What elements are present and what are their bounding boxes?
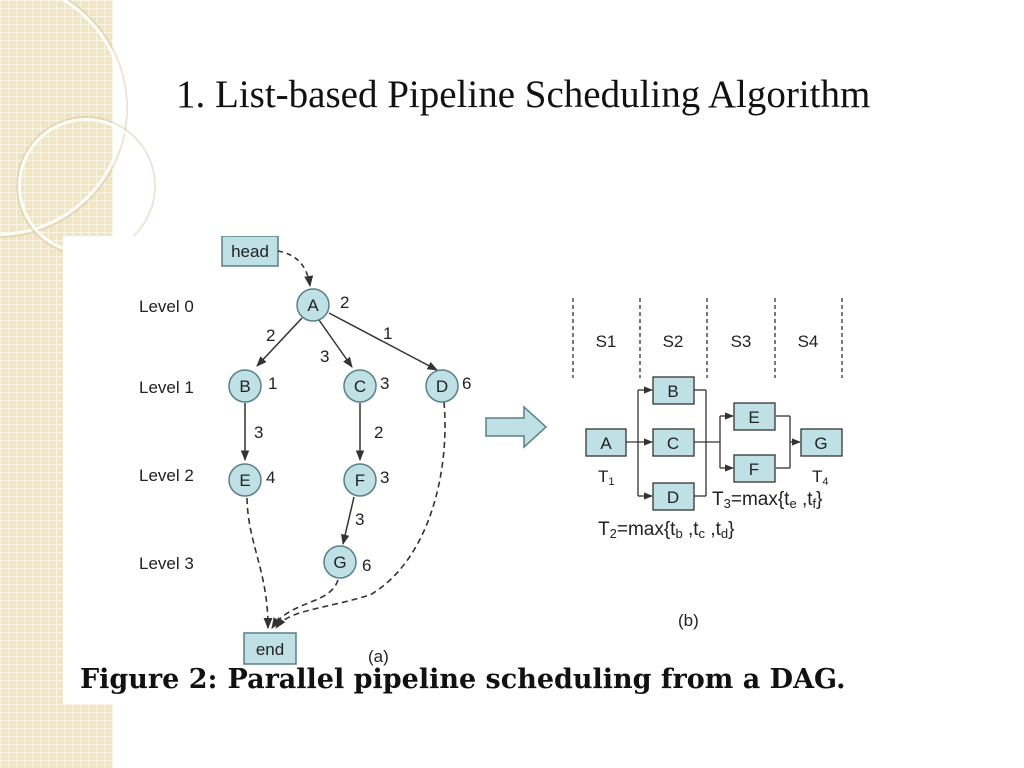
- task-box-d: [653, 483, 694, 510]
- stage-time-t1: T1: [598, 467, 615, 488]
- task-label: D: [666, 488, 680, 507]
- node-label: G: [333, 553, 347, 572]
- node-a: [297, 289, 349, 321]
- dashed-edge: [278, 251, 310, 286]
- slide-title: 1. List-based Pipeline Scheduling Algorithm: [176, 73, 871, 116]
- node-d: [426, 370, 471, 402]
- head-label: head: [231, 242, 269, 261]
- stage-label: S2: [662, 332, 684, 351]
- task-box-g: [801, 429, 842, 456]
- node-weight: 6: [462, 374, 472, 393]
- dashed-edge: [247, 498, 268, 628]
- pipeline-diagram: [573, 298, 842, 630]
- node-weight: 6: [362, 556, 372, 575]
- edge-weight: 2: [374, 423, 384, 442]
- caption-number: Figure 2:: [80, 664, 218, 695]
- stage-label: S3: [730, 332, 752, 351]
- task-box-c: [653, 429, 694, 456]
- node-label: A: [307, 296, 319, 315]
- node-weight: 3: [380, 374, 390, 393]
- dag-diagram: [139, 236, 471, 666]
- node-f: [344, 464, 389, 496]
- end-label: end: [255, 640, 285, 659]
- node-g: [324, 546, 371, 578]
- edge-weight: 2: [266, 326, 276, 345]
- edge-weight: 3: [355, 510, 365, 529]
- t2-formula: T2=max{tb ,tc ,td}: [598, 519, 735, 541]
- node-weight: 3: [380, 468, 390, 487]
- node-e: [229, 464, 275, 496]
- panel-label-a: (a): [368, 647, 389, 666]
- task-label: C: [666, 434, 680, 453]
- node-label: E: [239, 471, 251, 490]
- node-c: [344, 370, 389, 402]
- caption-text: Parallel pipeline scheduling from a DAG.: [227, 664, 846, 695]
- stage-label: S1: [595, 332, 617, 351]
- node-label: C: [353, 377, 367, 396]
- task-label: E: [748, 408, 760, 427]
- figure-caption: [80, 664, 846, 695]
- level-label: Level 1: [139, 378, 194, 397]
- stage-time-t4: T4: [812, 467, 829, 488]
- figure-panel: [63, 236, 999, 704]
- node-weight: 1: [268, 374, 278, 393]
- transform-arrow-icon: [486, 407, 546, 447]
- task-box-e: [734, 403, 775, 430]
- figure-diagram: [63, 236, 999, 704]
- node-label: F: [354, 471, 366, 490]
- edge-weight: 1: [383, 324, 393, 343]
- edge-f-g: [343, 497, 354, 544]
- node-weight: 4: [266, 468, 276, 487]
- panel-label-b: (b): [678, 611, 699, 630]
- edge-weight: 3: [320, 347, 330, 366]
- task-box-f: [734, 455, 775, 482]
- level-label: Level 3: [139, 554, 194, 573]
- level-label: Level 2: [139, 466, 194, 485]
- node-label: D: [435, 377, 449, 396]
- task-label: B: [667, 382, 679, 401]
- task-label: F: [748, 460, 760, 479]
- node-label: B: [239, 377, 251, 396]
- edge-a-b: [257, 318, 302, 366]
- task-box-b: [653, 377, 694, 404]
- node-weight: 2: [340, 293, 350, 312]
- dashed-edge: [272, 580, 338, 628]
- task-label: A: [600, 434, 612, 453]
- edge-weight: 3: [254, 423, 264, 442]
- decorative-ring: [18, 118, 154, 254]
- node-b: [229, 370, 277, 402]
- stage-label: S4: [797, 332, 819, 351]
- t3-formula: T3=max{te ,tf}: [712, 489, 823, 511]
- task-box-a: [586, 429, 626, 456]
- level-label: Level 0: [139, 297, 194, 316]
- task-label: G: [814, 434, 828, 453]
